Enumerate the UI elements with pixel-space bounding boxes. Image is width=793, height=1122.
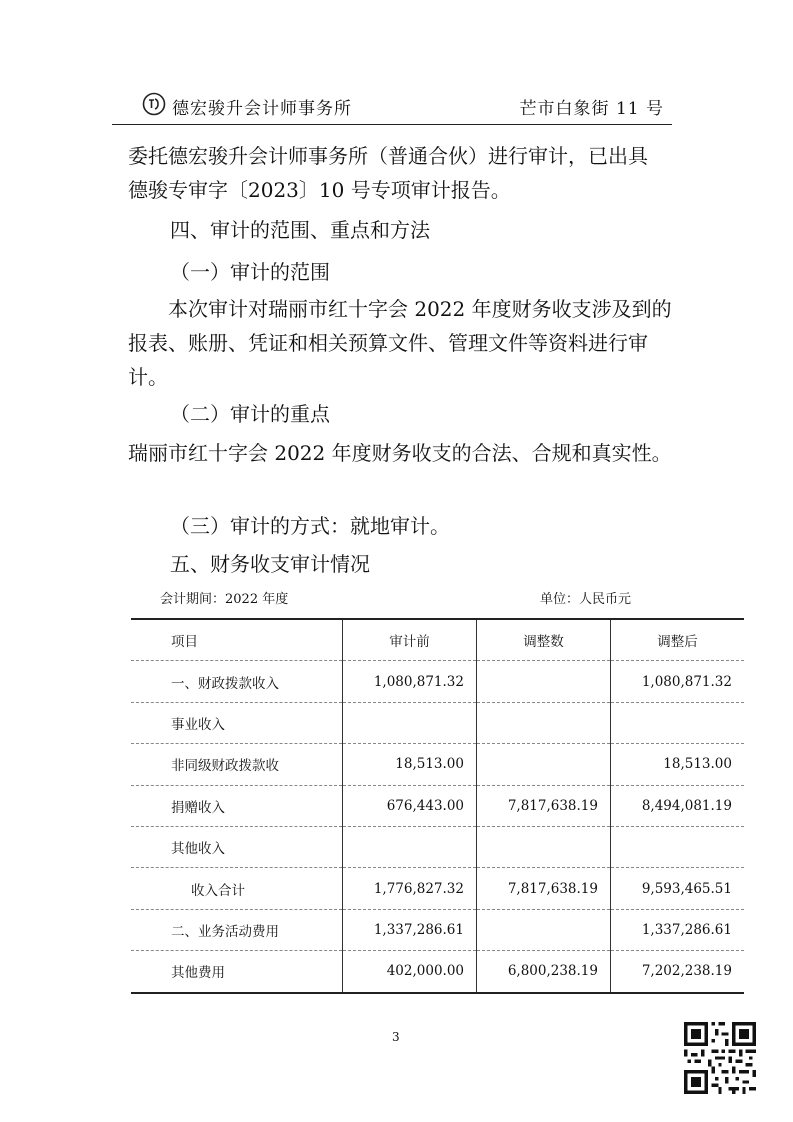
value-cell: [477, 744, 611, 785]
value-cell: 6,800,238.19: [477, 951, 611, 993]
value-cell: 9,593,465.51: [611, 868, 745, 909]
firm-address: 芒市白象街 11 号: [519, 99, 664, 119]
header-cell: 调整数: [477, 619, 611, 661]
qr-code-icon: [684, 1022, 756, 1094]
firm-logo-icon: [142, 92, 166, 116]
value-cell: [343, 826, 477, 867]
subsection-heading: （二）审计的重点: [170, 402, 330, 426]
item-cell: 收入合计: [131, 868, 343, 909]
value-cell: [611, 702, 745, 743]
table-row: [131, 826, 744, 867]
item-cell: 一、财政拨款收入: [131, 661, 343, 702]
paragraph-line: 委托德宏骏升会计师事务所（普通合伙）进行审计，已出具: [128, 144, 648, 168]
currency-unit: 单位：人民币元: [540, 592, 632, 607]
table-row: [131, 909, 744, 950]
value-cell: 1,337,286.61: [343, 909, 477, 950]
scope-paragraph: 本次审计对瑞丽市红十字会 2022 年度财务收支涉及到的报表、账册、凭证和相关预算文件、管理文件等资料进行审计。: [128, 297, 672, 389]
audit-table: [131, 618, 744, 994]
value-cell: 7,202,238.19: [611, 951, 745, 993]
value-cell: [477, 909, 611, 950]
page-number: 3: [392, 1030, 400, 1044]
value-cell: 1,776,827.32: [343, 868, 477, 909]
value-cell: [611, 826, 745, 867]
header-cell: 审计前: [343, 619, 477, 661]
subsection-heading: （三）审计的方式：就地审计。: [170, 514, 450, 538]
accounting-period: 会计期间：2022 年度: [160, 592, 289, 607]
item-cell: 二、业务活动费用: [131, 909, 343, 950]
value-cell: 402,000.00: [343, 951, 477, 993]
header-cell: 调整后: [611, 619, 745, 661]
section-heading: 四、审计的范围、重点和方法: [170, 218, 430, 242]
table-row: [131, 744, 744, 785]
item-cell: 其他收入: [131, 826, 343, 867]
page-header: [112, 90, 672, 125]
value-cell: 7,817,638.19: [477, 868, 611, 909]
value-cell: 1,080,871.32: [611, 661, 745, 702]
value-cell: [477, 826, 611, 867]
item-cell: 其他费用: [131, 951, 343, 993]
value-cell: [477, 661, 611, 702]
table-row: [131, 661, 744, 702]
value-cell: 676,443.00: [343, 785, 477, 826]
value-cell: 7,817,638.19: [477, 785, 611, 826]
value-cell: 8,494,081.19: [611, 785, 745, 826]
subsection-heading: （一）审计的范围: [170, 260, 330, 284]
value-cell: [477, 702, 611, 743]
table-row: [131, 702, 744, 743]
value-cell: 18,513.00: [343, 744, 477, 785]
table-row: [131, 951, 744, 993]
section-heading: 五、财务收支审计情况: [170, 552, 370, 576]
value-cell: 1,080,871.32: [343, 661, 477, 702]
table-row: [131, 785, 744, 826]
table-row-total: [131, 868, 744, 909]
value-cell: 18,513.00: [611, 744, 745, 785]
value-cell: [343, 702, 477, 743]
firm-name: 德宏骏升会计师事务所: [172, 99, 352, 119]
item-cell: 捐赠收入: [131, 785, 343, 826]
focus-paragraph: 瑞丽市红十字会 2022 年度财务收支的合法、合规和真实性。: [128, 441, 672, 465]
item-cell: 非同级财政拨款收: [131, 744, 343, 785]
paragraph-line: 德骏专审字〔2023〕10 号专项审计报告。: [128, 178, 511, 202]
item-cell: 事业收入: [131, 702, 343, 743]
value-cell: 1,337,286.61: [611, 909, 745, 950]
header-cell: 项目: [131, 619, 343, 661]
